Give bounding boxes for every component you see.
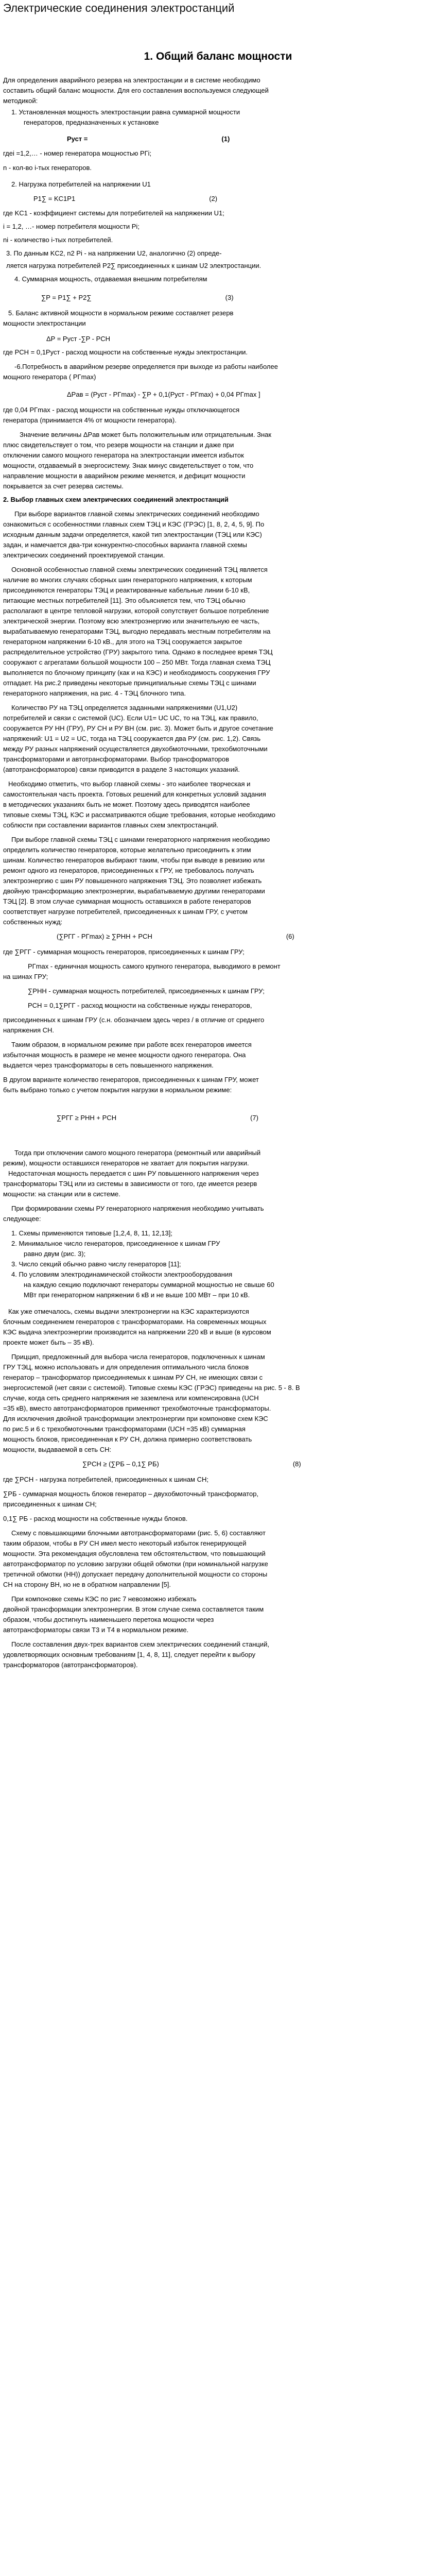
- line-text: по рис.5 и 6 с трехобмоточными трансформаторами (UСН =35 кВ) суммарная: [3, 1425, 246, 1433]
- line-text: ∑P = P1∑ + P2∑: [41, 294, 92, 301]
- text-line: [3, 877, 261, 885]
- line-text: шинам. Количество генераторов выбирают таким, чтобы при выводе в ревизию или: [3, 856, 265, 864]
- line-text: Приццип, предложенный для выбора числа генераторов, подключенных к шинам: [11, 1353, 265, 1361]
- line-text: генераторном напряжении 6-10 кВ., для этого на ТЭЦ сооружается закрытое: [3, 638, 242, 646]
- text-line: [3, 1338, 94, 1347]
- line-text: =35 кВ), вместо автотрансформаторов применяют трехобмоточные трансформаторы.: [3, 1404, 271, 1412]
- text-line: [3, 472, 245, 480]
- line-text: ремонт одного из генераторов, присоединенных к ГРУ, не требовалось получать: [3, 867, 254, 874]
- text-line: [3, 1425, 246, 1433]
- text-line: [11, 566, 268, 574]
- line-text: электрических соединений проектируемой станции.: [3, 551, 165, 559]
- text-line: [3, 441, 234, 449]
- line-text: ГРУ ТЭЦ, можно использовать и для определения оптимального числа блоков: [3, 1363, 249, 1371]
- text-line: [3, 597, 246, 605]
- line-text: присоединяются генераторы ТЭЦ и реактированные кабельные линии 6-10 кВ,: [3, 586, 250, 594]
- line-text: PГmax - единичная мощность самого крупного генератора, выводимого в ремонт: [28, 962, 281, 970]
- line-text: удовлетворяющих основным требованиям [1, 4, 8, 11], следует перейти к выбору: [3, 1651, 256, 1658]
- line-text: При выборе главной схемы ТЭЦ с шинами генераторного напряжения необходимо: [11, 836, 270, 843]
- line-text: электрической энергии. Поэтому всю электроэнергию или значительную ее часть,: [3, 617, 260, 625]
- line-text: автотрансформатор по условию загрузки общей обмотки (при номинальной нагрузке: [3, 1560, 268, 1568]
- text-line: [3, 531, 262, 539]
- line-text: Необходимо отметить, что выбор главной схемы - это наиболее творческая и: [8, 780, 251, 788]
- line-text: Для определения аварийного резерва на электростанции и в системе необходимо: [3, 76, 260, 84]
- text-line: [11, 108, 240, 116]
- text-line: [57, 1114, 258, 1122]
- line-text: трансформаторы ТЭЦ или из системы в зависимости от того, где имеется резерв: [3, 1180, 257, 1188]
- text-line: [3, 948, 245, 956]
- text-line: [3, 1570, 267, 1579]
- text-line: [3, 724, 273, 733]
- line-text: наличие во многих случаях сборных шин генераторного напряжения, к которым: [3, 576, 252, 584]
- text-line: [24, 1281, 274, 1289]
- text-line: [11, 1205, 264, 1213]
- line-text: автотрансформаторы связи Т3 и Т4 в нормальном режиме.: [3, 1626, 189, 1634]
- text-line: [3, 745, 268, 753]
- line-text: мощности: на станции или в системе.: [3, 1190, 120, 1198]
- line-text: присоединенных к шинам СН;: [3, 1500, 97, 1508]
- text-line: [11, 836, 270, 844]
- text-line: [3, 87, 269, 95]
- line-text: составить общий баланс мощности. Для его составления воспользуемся следующей: [3, 87, 269, 94]
- line-text: 2. Минимальное число генераторов, присоединенное к шинам ГРУ: [11, 1240, 220, 1247]
- line-text: 4. По условиям электродинамической стойкости электрооборудования: [11, 1270, 233, 1278]
- text-line: [3, 1651, 255, 1659]
- line-text: выполняется по блочному принципу (как и на КЭС) и необходимость сооружения ГРУ: [3, 669, 270, 676]
- line-text: трансформаторами и автотрансформаторами. Выбор трансформаторов: [3, 755, 230, 763]
- text-line: [3, 1500, 97, 1509]
- text-line: [8, 780, 250, 788]
- line-text: задан, и намечается два-три конкурентно-способных варианта главной схемы: [3, 541, 248, 549]
- line-text: режим), мощности оставшихся генераторов не хватает для покрытия нагрузки.: [3, 1159, 249, 1167]
- text-line: [14, 1149, 260, 1157]
- text-line: [3, 1515, 187, 1523]
- line-text: Схему с повышающими блочными автотрансформаторами (рис. 5, 6) составляют: [11, 1529, 266, 1537]
- text-line: [67, 391, 260, 399]
- text-line: [3, 973, 48, 981]
- text-line: [6, 249, 222, 258]
- text-line: [3, 918, 62, 926]
- line-text: образом, чтобы достигнуть наименьшего перетока мощности через: [3, 1616, 214, 1623]
- text-line: [3, 1415, 268, 1423]
- line-text: где 0,04 PГmax - расход мощности на собственные нужды отключающегося: [3, 406, 240, 414]
- text-line: [11, 1240, 220, 1248]
- line-text: методикой:: [3, 97, 38, 105]
- text-line: [14, 275, 207, 283]
- line-text: При выборе вариантов главной схемы электрических соединений необходимо: [14, 510, 259, 518]
- text-line: [3, 1560, 268, 1568]
- line-text: ляется нагрузка потребителей P2∑ присоединенных к шинам U2 электростанции.: [6, 262, 261, 269]
- line-text: гдеi =1,2,… - номер генератора мощностью PГi;: [3, 149, 152, 157]
- line-text: (∑PГГ - PГmax) ≥ ∑PНН + PСН: [57, 933, 152, 940]
- line-text: таким образом, чтобы в РУ СН имел место некоторый избыток генерирующей: [3, 1539, 247, 1547]
- line-text: 2. Выбор главных схем электрических соединений электростанций: [3, 496, 229, 503]
- line-text: выдается через трансформаторы в сеть повышенного напряжения.: [3, 1061, 214, 1069]
- text-line: [24, 1250, 85, 1258]
- line-text: где KС1 - коэффициент системы для потребителей на напряжении U1;: [3, 209, 224, 217]
- line-text: 2. Нагрузка потребителей на напряжении U1: [11, 180, 151, 188]
- line-text: сооружают с агрегатами большой мощности 100 – 250 МВт. Тогда главная схема ТЭЦ: [3, 658, 271, 666]
- text-line: [3, 638, 242, 646]
- line-text: ni - количество i-тых потребителей.: [3, 236, 113, 244]
- text-line: [3, 811, 275, 819]
- text-line: [57, 933, 294, 941]
- line-text: ознакомиться с особенностями главных схем ТЭЦ и КЭС (ГРЭС) [1, 8, 2, 4, 5, 9]. По: [3, 520, 265, 528]
- text-line: [3, 1190, 120, 1198]
- line-text: случае, когда сеть среднего напряжения не заземлена или компенсирована (UСН: [3, 1394, 259, 1402]
- line-text: напряжения СН.: [3, 1026, 54, 1034]
- text-line: [3, 735, 260, 743]
- line-text: собственных нужд:: [3, 918, 63, 926]
- text-line: [3, 164, 92, 172]
- line-text: следующее:: [3, 1215, 41, 1223]
- line-text: В другом варианте количество генераторов, присоединенных к шинам ГРУ, может: [3, 1076, 259, 1083]
- text-line: [3, 766, 240, 774]
- text-line: [24, 118, 159, 127]
- text-line: [3, 607, 269, 615]
- line-text: напряжений: U1 = U2 = UС, тогда на ТЭЦ сооружается два РУ (см. рис. 1,2). Связь: [3, 735, 261, 742]
- text-line: [3, 846, 251, 854]
- line-text: сооружается РУ НН (ГРУ), РУ СН и РУ ВН (см. рис. 3). Может быть и другое сочетание: [3, 724, 273, 732]
- text-line: [3, 1076, 259, 1084]
- line-text: двойную трансформацию электроэнергии, вырабатываемую другими генераторами: [3, 887, 265, 895]
- text-line: [46, 335, 110, 343]
- line-text: Количество РУ на ТЭЦ определяется заданными напряжениями (U1,U2): [11, 704, 238, 711]
- text-line: [3, 1616, 214, 1624]
- line-text: мощности, отдаваемый в энергосистему. Знак минус свидетельствует о том, что: [3, 462, 254, 469]
- line-text: При формировании схемы РУ генераторного напряжения необходимо учитывать: [11, 1205, 264, 1212]
- equation-number: (2): [209, 195, 218, 202]
- text-line: [3, 669, 270, 677]
- line-text: ΔP = Pуст -∑P - PСН: [46, 335, 111, 343]
- line-text: генераторов, предназначенных к установке: [24, 118, 159, 126]
- line-text: где ∑PСН - нагрузка потребителей, присоединенных к шинам СН;: [3, 1476, 208, 1483]
- text-line: [3, 451, 244, 460]
- text-line: [3, 897, 251, 906]
- equation-number: (6): [286, 933, 294, 940]
- line-text: ∑PНН - суммарная мощность потребителей, присоединенных к шинам ГРУ;: [28, 987, 265, 995]
- text-line: [3, 1051, 246, 1059]
- line-text: ΔPав = (Pуст - PГmax) - ∑P + 0,1(Pуст - PГmax) + 0,04 PГmax ]: [67, 391, 260, 398]
- text-line: [3, 821, 218, 829]
- text-line: [3, 908, 248, 916]
- text-line: [11, 704, 237, 712]
- line-text: (автотрансформаторов) связи приводится в разделе 3 настоящих указаний.: [3, 766, 240, 773]
- equation-number: (7): [250, 1114, 258, 1122]
- line-text: генераторного напряжения, на рис. 4 - ТЭЦ блочного типа.: [3, 689, 186, 697]
- line-text: на каждую секцию подключают генераторы суммарной мощностью не свыше 60: [24, 1281, 274, 1289]
- line-text: СН на сторону ВН, но не в обратном направлении [5].: [3, 1581, 171, 1588]
- text-line: [11, 1260, 181, 1268]
- text-line: [8, 1170, 259, 1178]
- text-line: [3, 648, 273, 656]
- line-text: мощности. Эта рекомендация обусловлена тем обстоятельством, что повышающий: [3, 1550, 266, 1557]
- text-line: [3, 541, 247, 549]
- text-line: [11, 1353, 265, 1361]
- text-line: [3, 1394, 259, 1402]
- text-line: [3, 679, 256, 687]
- text-line: [67, 135, 230, 143]
- text-line: [3, 586, 250, 595]
- line-text: 3. Число секций обычно равно числу генераторов [11];: [11, 1260, 181, 1268]
- line-text: где PСН = 0,1Pуст - расход мощности на собственные нужды электростанции.: [3, 348, 248, 356]
- text-line: [33, 195, 217, 203]
- text-line: [3, 1490, 258, 1498]
- line-text: 1. Установленная мощность электростанции равна суммарной мощности: [11, 108, 240, 116]
- text-line: [3, 1550, 266, 1558]
- text-line: [3, 1026, 54, 1035]
- text-line: [11, 1640, 269, 1649]
- text-line: [3, 149, 151, 158]
- line-text: -6.Потребность в аварийном резерве определяется при выходе из работы наиболее: [14, 363, 278, 370]
- line-text: Pуст =: [67, 135, 88, 143]
- text-line: [3, 689, 186, 698]
- text-line: [28, 1002, 252, 1010]
- line-text: равно двум (рис. 3);: [24, 1250, 86, 1258]
- text-line: [3, 790, 266, 799]
- text-line: [3, 1539, 246, 1548]
- page-title: 1. Общий баланс мощности: [144, 50, 292, 62]
- text-line: [28, 987, 265, 995]
- text-line: [3, 1328, 271, 1336]
- text-line: [3, 801, 250, 809]
- text-line: [11, 1595, 197, 1603]
- line-text: ∑PБ - суммарная мощность блоков генератор – двухобмоточный трансформатор,: [3, 1490, 259, 1498]
- line-text: мощного генератора ( PГmax): [3, 373, 96, 381]
- text-line: [3, 209, 224, 217]
- line-text: покрывается за счет резерва системы.: [3, 482, 124, 490]
- text-line: [3, 1318, 266, 1326]
- equation-number: (3): [225, 294, 234, 301]
- text-line: [3, 551, 165, 560]
- line-text: избыточная мощность в размере не менее мощности одного генератора. Она: [3, 1051, 246, 1059]
- text-line: [14, 510, 259, 518]
- text-line: [8, 1308, 249, 1316]
- line-text: между РУ разных напряжений осуществляется двухобмоточными, трехобмоточными: [3, 745, 268, 753]
- line-text: мощности электростанции: [3, 319, 86, 327]
- line-text: генератора (принимается 4% от мощности генератора).: [3, 416, 177, 424]
- text-line: [3, 416, 177, 425]
- text-line: [3, 520, 264, 529]
- line-text: МВт при генераторном напряжении 6 кВ и не выше 100 МВт – при 10 кВ.: [24, 1291, 250, 1299]
- line-text: мощность блоков, присоединенная к РУ СН, должна примерно соответствовать: [3, 1435, 252, 1443]
- text-line: [3, 1016, 264, 1024]
- text-line: [20, 431, 271, 439]
- equation-number: (8): [292, 1460, 301, 1468]
- text-line: [3, 97, 38, 105]
- text-line: [3, 1384, 300, 1392]
- line-text: соблюсти при составлении вариантов главных схем электростанций.: [3, 821, 219, 829]
- text-line: [3, 462, 253, 470]
- line-text: Для исключения двойной трансформации электроэнергии при компоновке схем КЭС: [3, 1415, 268, 1422]
- text-line: [3, 1435, 252, 1444]
- text-line: [6, 262, 261, 270]
- text-line: [3, 223, 139, 231]
- text-line: [3, 1605, 264, 1614]
- line-text: 5. Баланс активной мощности в нормальном режиме составляет резерв: [8, 309, 234, 317]
- text-line: [3, 348, 248, 357]
- line-text: в методических указаниях быть не может. Поэтому здесь приводятся наиболее: [3, 801, 250, 808]
- text-line: [3, 319, 86, 328]
- text-line: [3, 1061, 214, 1070]
- text-line: [3, 373, 96, 381]
- line-text: направление мощности в аварийном режиме меняется, и дефицит мощности: [3, 472, 246, 480]
- line-text: где ∑PГГ - суммарная мощность генераторов, присоединенных к шинам ГРУ;: [3, 948, 245, 956]
- line-text: После составления двух-трех вариантов схем электрических соединений станций,: [11, 1640, 269, 1648]
- line-text: располагают в центре тепловой нагрузки, которой сопутствует большое потребление: [3, 607, 269, 615]
- text-line: [3, 406, 239, 414]
- line-text: типовые схемы ТЭЦ, КЭС и рассматриваются общие требования, которые необходимо: [3, 811, 275, 819]
- line-text: Основной особенностью главной схемы электрических соединений ТЭЦ является: [11, 566, 268, 573]
- line-text: блочным соединением генераторов с трансформаторами. На современных мощных: [3, 1318, 267, 1326]
- line-text: электроэнергию с шин РУ повышенного напряжения ТЭЦ. Это позволяет избежать: [3, 877, 262, 885]
- line-text: отключении самого мощного генератора на электростанции имеется избыток: [3, 451, 244, 459]
- text-line: [3, 887, 265, 895]
- window-title: Электрические соединения электростанций: [3, 2, 235, 14]
- text-line: [3, 1374, 263, 1382]
- text-line: [3, 714, 258, 722]
- text-line: [3, 1215, 41, 1223]
- line-text: 3. По данным KС2, n2 Pi - на напряжении U2, аналогично (2) опреде-: [6, 249, 222, 257]
- text-line: [3, 1086, 232, 1094]
- text-line: [11, 1041, 252, 1049]
- text-line: [3, 658, 270, 667]
- equation-number: (1): [221, 135, 230, 143]
- line-text: питающие местных потребителей [11]. Это объясняется тем, что ТЭЦ обычно: [3, 597, 246, 604]
- line-text: исходным данным задачи определяется, какой тип электростанции (ТЭЦ или КЭС): [3, 531, 262, 538]
- text-line: [3, 1626, 188, 1634]
- text-line: [3, 576, 252, 584]
- line-text: ∑PГГ ≥ PНН + PСН: [57, 1114, 117, 1122]
- text-line: [3, 856, 265, 865]
- text-line: [3, 496, 229, 504]
- text-line: [3, 1159, 249, 1167]
- text-line: [11, 1229, 172, 1238]
- text-line: [28, 962, 281, 971]
- line-text: ТЭЦ [2]. В этом случае суммарная мощность оставшихся в работе генераторов: [3, 897, 251, 905]
- line-text: Значение величины ΔPав может быть положительным или отрицательным. Знак: [20, 431, 272, 438]
- line-text: Тогда при отключении самого мощного генератора (ремонтный или аварийный: [14, 1149, 261, 1157]
- line-text: n - кол-во i-тых генераторов.: [3, 164, 92, 172]
- text-line: [3, 755, 229, 764]
- line-text: Недостаточная мощность передается с шин РУ повышенного напряжения через: [8, 1170, 259, 1177]
- text-line: [82, 1460, 301, 1468]
- text-line: [3, 1363, 249, 1371]
- line-text: трансформаторов (автотрансформаторов).: [3, 1661, 138, 1669]
- line-text: плюс свидетельствует о том, что резерв мощности на станции и даже при: [3, 441, 234, 449]
- line-text: на шинах ГРУ;: [3, 973, 48, 980]
- line-text: быть выбрано только с учетом покрытия нагрузки в нормальном режиме:: [3, 1086, 232, 1094]
- text-line: [3, 617, 259, 625]
- text-line: [3, 1476, 208, 1484]
- line-text: вырабатываемую генераторами ТЭЦ, выгодно передавать местным потребителям на: [3, 628, 271, 635]
- text-line: [3, 1404, 271, 1413]
- line-text: Как уже отмечалось, схемы выдачи электроэнергии на КЭС характеризуются: [8, 1308, 249, 1315]
- text-line: [14, 363, 278, 371]
- line-text: присоединенных к шинам ГРУ (с.н. обозначаем здесь через / в отличие от среднего: [3, 1016, 265, 1024]
- line-text: КЭС выдача электроэнергии производится на напряжении 220 кВ и выше (в курсовом: [3, 1328, 271, 1336]
- line-text: распределительное устройство (ГРУ) закрытого типа. Однако в последнее время ТЭЦ: [3, 648, 273, 656]
- text-line: [3, 1661, 138, 1669]
- line-text: третичной обмотки (НН)) допускает передачу дополнительной мощности со стороны: [3, 1570, 268, 1578]
- text-line: [41, 294, 234, 302]
- text-line: [24, 1291, 250, 1299]
- line-text: проекте может быть – 35 кВ).: [3, 1338, 94, 1346]
- text-line: [8, 309, 233, 317]
- line-text: мощности, выдаваемой в сеть СН:: [3, 1446, 112, 1453]
- line-text: P1∑ = KС1P1: [33, 195, 76, 202]
- line-text: ∑PСН ≥ (∑PБ – 0,1∑ PБ): [82, 1460, 159, 1468]
- text-line: [11, 180, 151, 189]
- line-text: соответствует нагрузке потребителей, присоединенных к шинам ГРУ, с учетом: [3, 908, 248, 916]
- text-line: [11, 1529, 266, 1537]
- line-text: самостоятельная часть проекта. Готовых решений для конкретных условий задания: [3, 790, 266, 798]
- text-line: [3, 1446, 111, 1454]
- text-line: [3, 867, 254, 875]
- text-line: [3, 1180, 257, 1188]
- line-text: 1. Схемы применяются типовые [1,2,4, 8, 11, 12,13];: [11, 1229, 172, 1237]
- line-text: потребителей и связи с системой (UС). Если U1= UС UС, то на ТЭЦ, как правило,: [3, 714, 258, 722]
- line-text: Таким образом, в нормальном режиме при работе всех генераторов имеется: [11, 1041, 252, 1048]
- line-text: генератор – трансформатор присоединяемых к шинам РУ СН, не имеющих связи с: [3, 1374, 263, 1381]
- line-text: определить количество генераторов, которые желательно присоединить к этим: [3, 846, 251, 854]
- text-line: [3, 628, 270, 636]
- line-text: PСН = 0,1∑PГГ - расход мощности на собственные нужды генераторов,: [28, 1002, 252, 1009]
- text-line: [3, 76, 260, 84]
- text-line: [11, 1270, 232, 1279]
- line-text: 0,1∑ PБ - расход мощности на собственные нужды блоков.: [3, 1515, 188, 1522]
- line-text: При компоновке схемы КЭС по рис 7 невозможно избежать: [11, 1595, 197, 1603]
- line-text: i = 1,2, …- номер потребителя мощности Pi;: [3, 223, 139, 230]
- line-text: 4. Суммарная мощность, отдаваемая внешним потребителям: [14, 275, 207, 283]
- line-text: двойной трансформации электроэнергии. В этом случае схема составляется таким: [3, 1605, 264, 1613]
- text-line: [3, 236, 113, 244]
- line-text: энергосистемой (нет связи с системой). Типовые схемы КЭС (ГРЭС) приведены на рис. 5 - 8. В: [3, 1384, 300, 1392]
- text-line: [3, 1581, 171, 1589]
- text-line: [3, 482, 124, 490]
- line-text: отпадает. На рис.2 приведены некоторые принципиальные схемы ТЭЦ с шинами: [3, 679, 256, 687]
